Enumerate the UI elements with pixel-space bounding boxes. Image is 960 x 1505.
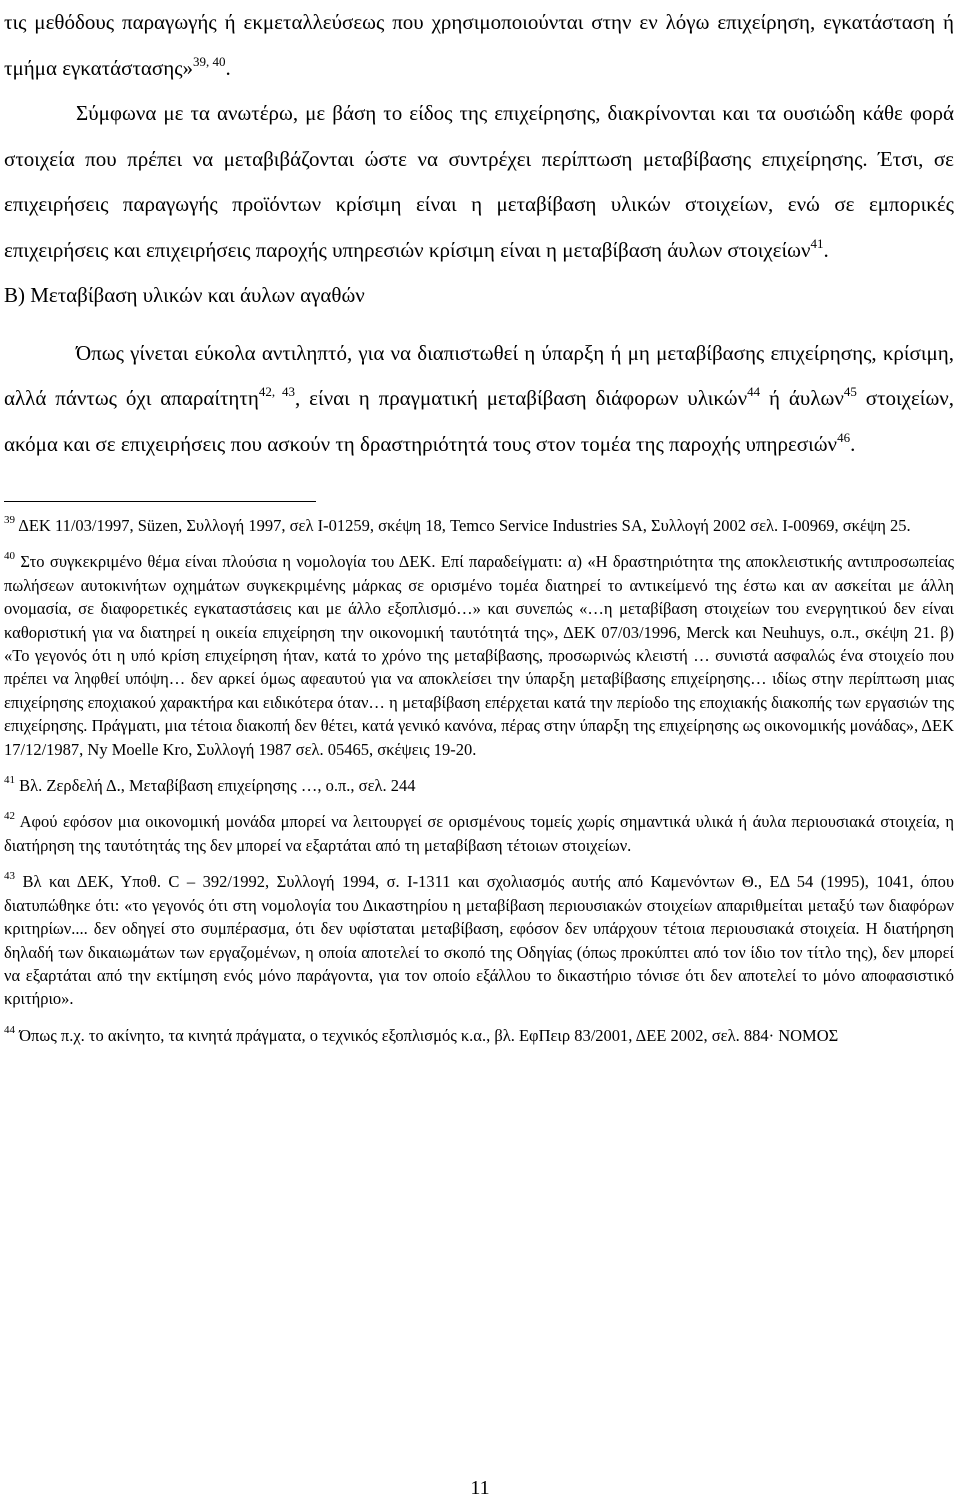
footnote-43: $^{43}$ Βλ και ΔΕΚ, Υποθ. C – 392/1992, Συλλογή 1994, σ. I-1311 και σχολιασμός αυτής από Καμενόντων Θ., ΕΔ 54 (1995), 1041, όπου διατυπώθηκε ότι: «το γεγονός ότι στη νομολογία του Δικαστηρίου η μεταβίβαση περιουσιακών στοιχείων απαριθμείται μεταξύ των διαφόρων κριτηρίων.... δεν οδηγεί στο συμπέρασμα, ότι δεν υφίσταται μεταβίβαση, εφόσον δεν υπάρχουν τέτοια περιουσιακά στοιχεία. Η διατήρηση δηλαδή των δικαιωμάτων των εργαζομένων, η οποία αποτελεί το σκοπό της Οδηγίας (όπως προκύπτει από τον ίδιο τον τίτλο της), δεν μπορεί να εξαρτάται από την εκτίμηση ενός μόνο παράγοντα, για τον οποίο εξάλλου το δικαστήριο τόνισε ότι δεν αποτελεί το μόνο αποφασιστικό κριτήριο». <box>4 870 955 1009</box>
section-heading: Β) Μεταβίβαση υλικών και άυλων αγαθών <box>4 283 365 307</box>
footnote-ref: 41 <box>810 235 824 251</box>
footnote-separator <box>4 501 316 502</box>
footnote-ref: 44 <box>747 384 761 399</box>
document-page <box>4 0 954 1060</box>
footnote-41: $^{41}$ Βλ. Ζερδελή Δ., Μεταβίβαση επιχείρησης …, ο.π., σελ. 244 <box>4 774 416 796</box>
footnote-39: $^{39}$ ΔΕΚ 11/03/1997, Süzen, Συλλογή 1997, σελ I-01259, σκέψη 18, Temco Service Industries SA, Συλλογή 2002 σελ. I-00969, σκέψη 25. <box>4 514 911 535</box>
footnote-number: 39 <box>4 514 15 526</box>
paragraph-2: Σύμφωνα με τα ανωτέρω, με βάση το είδος της επιχείρησης, διακρίνονται και τα ουσιώδη κάθε φορά στοιχεία που πρέπει να μεταβιβάζονται ώστε να συντρέχει περίπτωση μεταβίβασης επιχείρησης. Έτσι, σε επιχειρήσεις παραγωγής προϊόντων κρίσιμη είναι η μεταβίβαση υλικών στοιχείων, ενώ σε εμπορικές επιχειρήσεις και επιχειρήσεις παροχής υπηρεσιών κρίσιμη είναι η μεταβίβαση άυλων στοιχείων$^{41}$. <box>4 101 954 262</box>
footnote-number: 42 <box>4 810 15 823</box>
paragraph-3: Όπως γίνεται εύκολα αντιληπτό, για να διαπιστωθεί η ύπαρξη ή μη μεταβίβασης επιχείρησης, κρίσιμη, αλλά πάντως όχι απαραίτητη$^{42, 43}$, είναι η πραγματική μεταβίβαση διάφορων υλικών$^{44}$ ή άυλων$^{45}$ στοιχείων, ακόμα και σε επιχειρήσεις που ασκούν τη δραστηριότητά τους στον τομέα της παροχής υπηρεσιών$^{46}$. <box>4 340 955 456</box>
footnote-number: 43 <box>4 870 15 883</box>
page-number: 11 <box>470 1477 490 1499</box>
footnote-40: $^{40}$ Στο συγκεκριμένο θέμα είναι πλούσια η νομολογία του ΔΕΚ. Επί παραδείγματι: α) «Η δραστηριότητα της αποκλειστικής αντιπροσωπείας πωλήσεων αυτοκινήτων οχημάτων συγκεκριμένης μάρκας σε ορισμένο τομέα διατηρεί το αντικείμενό της έστω και αν ασκείται με άλλη ονομασία, σε διαφορετικές εγκαταστάσεις και με άλλο εξοπλισμό…» και συνεπώς «…η μεταβίβαση στοιχείων του ενεργητικού δεν είναι καθοριστική για να διατηρεί η οικεία επιχείρηση την οικονομική ταυτότητά της», ΔΕΚ 07/03/1996, Merck και Neuhuys, ο.π., σκέψη 21. β) «Το γεγονός ότι η υπό κρίση επιχείρηση ήταν, κατά το χρόνο της μεταβίβασης, προσωρινώς κλειστή … συνιστά ασφαλώς ένα στοιχείο που πρέπει να ληφθεί υπόψη… δεν αρκεί όμως αφεαυτού για να αποκλείσει την ύπαρξη μεταβίβασης επιχείρησης… ιδίως στην περίπτωση μιας επιχείρησης εποχιακού χαρακτήρα και ειδικότερα όταν… η μεταβίβαση επέρχεται κατά την περίοδο της εποχιακής διακοπής των εργασιών της επιχείρησης. Πράγματι, μια τέτοια διακοπή δεν θέτει, κατά γενικό κανόνα, πέρας στην ύπαρξη της επιχείρησης ως οικονομικής μονάδας», ΔΕΚ 17/12/1987, Ny Moelle Kro, Συλλογή 1987 σελ. 05465, σκέψεις 19-20. <box>4 550 954 759</box>
footnote-42: $^{42}$ Αφού εφόσον μια οικονομική μονάδα μπορεί να λειτουργεί σε ορισμένους τομείς χωρίς σημαντικά υλικά ή άυλα περιουσιακά στοιχεία, η διατήρηση της ταυτότητάς της δεν μπορεί να εξαρτάται από τη μεταβίβαση τέτοιων στοιχείων. <box>4 810 955 855</box>
footnote-number: 44 <box>4 1023 15 1036</box>
footnote-ref: 39, 40 <box>193 53 226 69</box>
paragraph-1: τις μεθόδους παραγωγής ή εκμεταλλεύσεως που χρησιμοποιούνται στην εν λόγω επιχείρηση, εγκατάσταση ή τμήμα εγκατάστασης»$^{39, 40}$. <box>4 10 954 80</box>
body-text-2 <box>4 331 954 468</box>
footnotes <box>4 514 954 1047</box>
footnote-number: 41 <box>4 774 15 787</box>
footnote-44: $^{44}$ Όπως π.χ. το ακίνητο, τα κινητά πράγματα, ο τεχνικός εξοπλισμός κ.α., βλ. ΕφΠειρ 83/2001, ΔΕΕ 2002, σελ. 884· ΝΟΜΟΣ <box>4 1023 839 1045</box>
footnote-ref: 42, 43 <box>258 384 296 399</box>
footnote-ref: 45 <box>843 384 857 399</box>
footnote-ref: 46 <box>837 429 851 445</box>
footnote-number: 40 <box>4 550 15 563</box>
body-text <box>4 0 954 273</box>
